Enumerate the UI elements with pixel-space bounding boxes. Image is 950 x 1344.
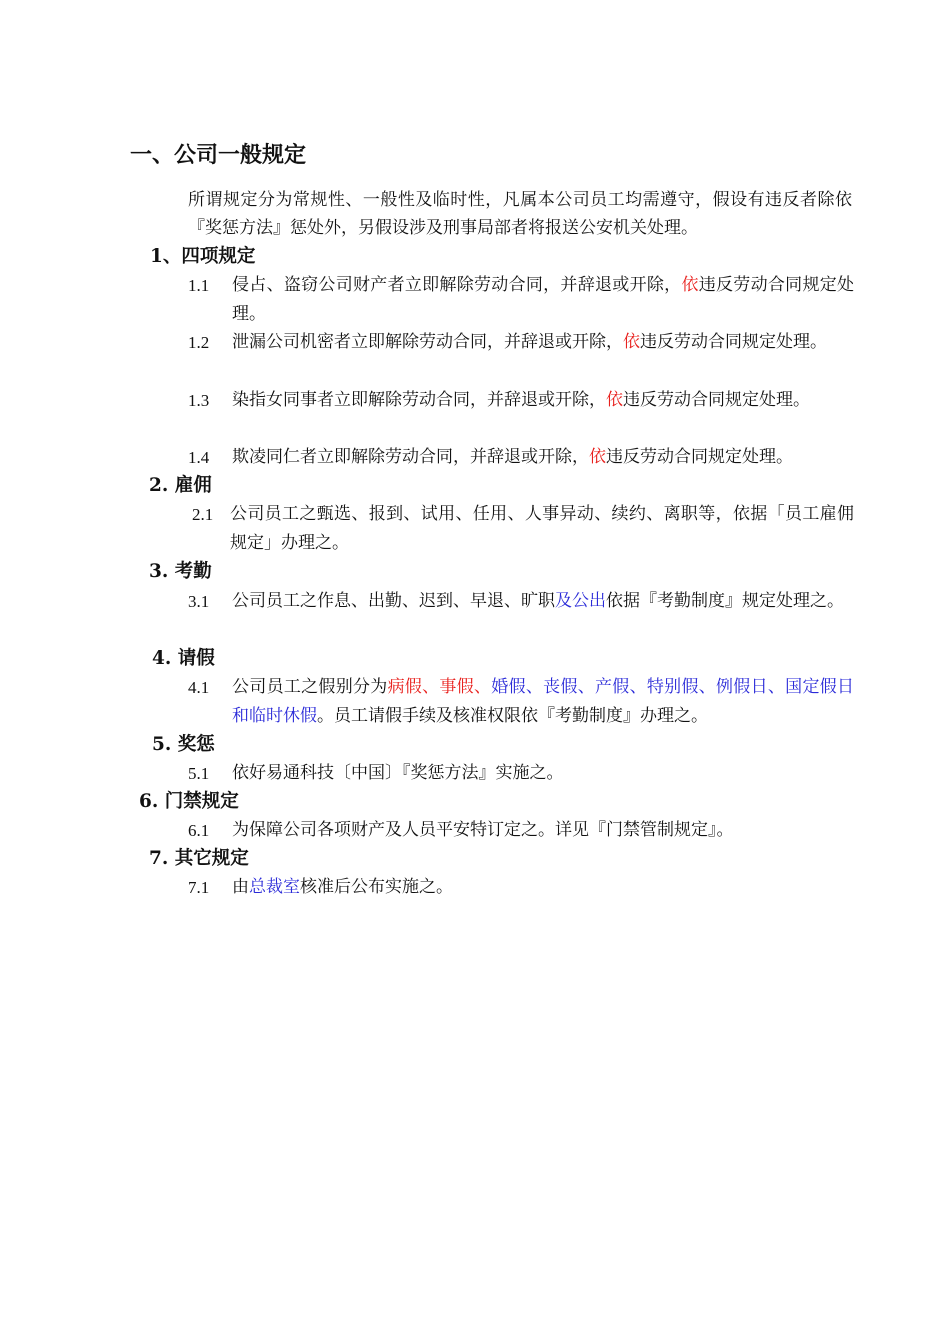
- item-number: 1.1: [188, 276, 210, 295]
- item-number: 4.1: [188, 678, 210, 697]
- item-number: 1.4: [188, 448, 210, 467]
- section-title-four-rules: 1、四项规定: [150, 246, 256, 267]
- highlight-blue: 及公出: [555, 591, 606, 611]
- highlight-red: 依: [623, 332, 640, 352]
- item-text: 公司员工之甄选、报到、试用、任用、人事异动、续约、离职等，依据「员工雇佣规定」办理之。: [230, 504, 854, 553]
- highlight-red: 依: [589, 447, 606, 467]
- section-title-leave: 4. 请假: [152, 648, 215, 669]
- item-number: 1.3: [188, 391, 210, 410]
- item-text: 公司员工之作息、出勤、迟到、早退、旷职及公出依据『考勤制度』规定处理之。: [232, 591, 844, 611]
- item-text: 泄漏公司机密者立即解除劳动合同，并辞退或开除，依违反劳动合同规定处理。: [232, 332, 827, 352]
- section-title-employment: 2. 雇佣: [149, 475, 212, 496]
- section-title-access-control: 6. 门禁规定: [139, 791, 239, 812]
- highlight-blue: 总裁室: [249, 877, 300, 897]
- item-text: 公司员工之假别分为病假、事假、婚假、丧假、产假、特别假、例假日、国定假日和临时休假。员工请假手续及核准权限依『考勤制度』办理之。: [232, 677, 855, 726]
- item-number: 7.1: [188, 878, 210, 897]
- item-number: 6.1: [188, 821, 210, 840]
- item-text: 侵占、盗窃公司财产者立即解除劳动合同，并辞退或开除，依违反劳动合同规定处理。: [232, 275, 855, 324]
- section-title-other-rules: 7. 其它规定: [149, 848, 249, 869]
- item-text: 欺凌同仁者立即解除劳动合同，并辞退或开除，依违反劳动合同规定处理。: [232, 447, 793, 467]
- highlight-red: 依: [681, 275, 699, 295]
- item-text: 为保障公司各项财产及人员平安特订定之。详见『门禁管制规定』。: [232, 820, 734, 840]
- intro-paragraph: 所谓规定分为常规性、一般性及临时性，凡属本公司员工均需遵守，假设有违反者除依『奖惩方法』惩处外，另假设涉及刑事局部者将报送公安机关处理。: [188, 190, 852, 238]
- page-title: 一、公司一般规定: [130, 143, 307, 168]
- section-title-rewards: 5. 奖惩: [152, 734, 215, 755]
- section-title-attendance: 3. 考勤: [149, 561, 212, 582]
- item-number: 2.1: [192, 505, 214, 524]
- item-number: 5.1: [188, 764, 210, 783]
- item-text: 依好易通科技〔中国〕『奖惩方法』实施之。: [232, 763, 564, 783]
- highlight-blue: 婚假、丧假、产假、特别假、例假日、国定假日和临时休假: [232, 677, 855, 726]
- highlight-red: 病假、事假、: [387, 677, 492, 697]
- item-text: 由总裁室核准后公布实施之。: [232, 877, 453, 897]
- item-number: 3.1: [188, 592, 210, 611]
- item-text: 染指女同事者立即解除劳动合同，并辞退或开除，依违反劳动合同规定处理。: [232, 390, 810, 410]
- item-number: 1.2: [188, 333, 210, 352]
- highlight-red: 依: [606, 390, 623, 410]
